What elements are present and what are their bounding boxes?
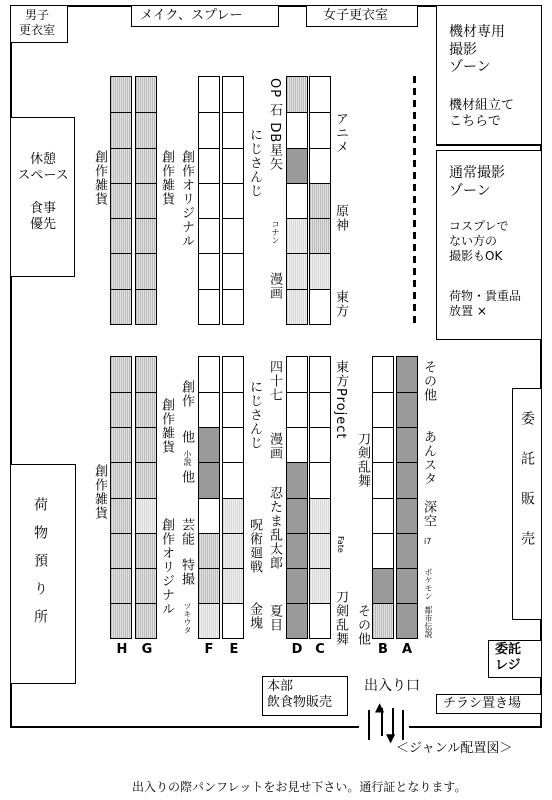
bottom-col-e-booth: [223, 498, 243, 533]
luggage-warning: 荷物・貴重品 放置 ×: [449, 289, 522, 318]
consign-sales: [512, 388, 542, 620]
top-f-genre: 創作オリジナル: [179, 150, 194, 248]
top-h-genre: 創作雑貨: [92, 150, 107, 206]
bottom-col-d-booth: [287, 568, 307, 603]
bottom-col-d-booth: [287, 533, 307, 568]
bottom-col-g-booth: [136, 533, 156, 568]
top-c-genre-c: 東方: [333, 290, 348, 318]
bottom-d-genre-a: 四十七: [267, 360, 282, 402]
consign-sales-label: 委託販売: [519, 411, 535, 571]
bottom-a-genre-a: その他: [421, 360, 436, 402]
bottom-col-f-booth: [199, 357, 219, 392]
top-col-c: [309, 76, 331, 325]
bottom-d-genre-c: 忍たま乱太郎: [267, 486, 282, 570]
top-c-genre-b: 原神: [333, 204, 348, 232]
top-d-bottom-genre: 漫画: [267, 272, 282, 300]
headquarters: [262, 676, 348, 716]
top-col-f: [198, 76, 220, 325]
top-col-d-booth: [287, 112, 307, 147]
mens-changing-room: [10, 5, 68, 43]
top-col-f-booth: [199, 218, 219, 253]
womens-changing-room: [306, 5, 418, 27]
bottom-g-genre-a: 創作雑貨: [159, 398, 174, 454]
luggage-storage-label: 荷物預り所: [32, 497, 48, 637]
bottom-col-a-booth: [397, 357, 417, 392]
bottom-col-h: [110, 356, 132, 639]
bottom-col-g-booth: [136, 427, 156, 462]
bottom-col-e-booth: [223, 568, 243, 603]
flyer-area-label: チラシ置き場: [443, 696, 522, 711]
bottom-col-a-booth: [397, 427, 417, 462]
top-col-g-booth: [136, 77, 156, 112]
bottom-col-c-booth: [310, 603, 330, 638]
top-d-genre: OP 石 DB星矢: [267, 78, 282, 172]
bottom-a-small-2: ポケモン: [424, 568, 433, 600]
bottom-e-genre-a: にじさんじ: [247, 380, 262, 450]
bottom-col-b-booth: [373, 462, 393, 497]
bottom-col-b-booth: [373, 498, 393, 533]
normal-zone-label: 通常撮影 ゾーン: [449, 165, 505, 199]
top-col-h-booth: [111, 183, 131, 218]
top-col-d-booth: [287, 77, 307, 112]
bottom-col-a-booth: [397, 392, 417, 427]
bottom-a-genre-c: 深空: [421, 500, 436, 528]
top-col-g-booth: [136, 148, 156, 183]
bottom-a-genre-b: あんスタ: [421, 430, 436, 486]
bottom-col-c-booth: [310, 427, 330, 462]
bottom-col-h-booth: [111, 533, 131, 568]
top-col-f-booth: [199, 148, 219, 183]
makeup-room: [131, 5, 279, 27]
bottom-col-e-booth: [223, 603, 243, 638]
bottom-col-g-booth: [136, 392, 156, 427]
bottom-col-h-booth: [111, 357, 131, 392]
top-col-e-booth: [223, 218, 243, 253]
top-col-c-booth: [310, 218, 330, 253]
bottom-col-a: [396, 356, 418, 639]
rest-space: [10, 117, 75, 277]
bottom-col-c-booth: [310, 462, 330, 497]
bottom-col-f-booth: [199, 568, 219, 603]
normal-zone-note: コスプレで ない方の 撮影もOK: [449, 219, 509, 263]
row-label-a: A: [401, 642, 413, 657]
bottom-col-c-booth: [310, 568, 330, 603]
bottom-col-a-booth: [397, 462, 417, 497]
bottom-f-small-1: 小説: [183, 450, 192, 466]
bottom-f-genre-a: 創作: [179, 380, 194, 408]
bottom-col-f-booth: [199, 533, 219, 568]
bottom-col-d-booth: [287, 603, 307, 638]
top-col-f-booth: [199, 77, 219, 112]
luggage-storage: [10, 464, 76, 684]
top-d-small-genre: コナン: [271, 220, 280, 244]
bottom-col-a-booth: [397, 568, 417, 603]
bottom-f-small-2: ツキウタ: [183, 602, 192, 634]
bottom-col-b-booth: [373, 533, 393, 568]
row-label-e: E: [229, 642, 239, 657]
row-label-d: D: [291, 642, 303, 657]
map-caption: ＜ジャンル配置図＞: [396, 741, 513, 756]
bottom-col-f-booth: [199, 603, 219, 638]
top-col-e-booth: [223, 183, 243, 218]
bottom-col-c-booth: [310, 498, 330, 533]
bottom-col-f-booth: [199, 392, 219, 427]
top-col-g-booth: [136, 289, 156, 324]
bottom-col-b-booth: [373, 357, 393, 392]
bottom-col-g-booth: [136, 603, 156, 638]
flyer-area: [436, 694, 542, 714]
womens-changing-label: 女子更衣室: [323, 8, 389, 23]
bottom-col-c: [309, 356, 331, 639]
bottom-col-b-booth: [373, 392, 393, 427]
makeup-label: メイク、スプレー: [140, 8, 243, 23]
consign-register: [488, 640, 542, 678]
top-col-c-booth: [310, 112, 330, 147]
bottom-g-genre-b: 創作オリジナル: [159, 518, 174, 616]
top-col-h-booth: [111, 218, 131, 253]
top-col-e-booth: [223, 112, 243, 147]
rest-space-label: 休憩 スペース 食事 優先: [17, 152, 69, 232]
bottom-col-h-booth: [111, 498, 131, 533]
bottom-c-genre-b: 刀剣乱舞: [333, 590, 348, 646]
bottom-col-b-booth: [373, 603, 393, 638]
normal-zone: [436, 150, 542, 340]
bottom-col-h-booth: [111, 603, 131, 638]
top-col-f-booth: [199, 183, 219, 218]
entrance-down-arrow-head: ▼: [386, 731, 396, 745]
row-label-b: B: [378, 642, 388, 657]
consign-register-label: 委託 レジ: [495, 642, 522, 674]
bottom-col-b: [372, 356, 394, 639]
top-col-c-booth: [310, 148, 330, 183]
bottom-col-e-booth: [223, 427, 243, 462]
bottom-a-small-3: 都市伝説: [424, 606, 433, 638]
top-col-h-booth: [111, 289, 131, 324]
row-label-g: G: [141, 642, 153, 657]
top-col-f-booth: [199, 253, 219, 288]
bottom-col-h-booth: [111, 568, 131, 603]
bottom-col-f-booth: [199, 462, 219, 497]
bottom-d-genre-d: 夏目: [267, 604, 282, 632]
bottom-f-genre-c: 他: [179, 470, 194, 484]
bottom-col-d-booth: [287, 427, 307, 462]
top-col-d-booth: [287, 218, 307, 253]
bottom-col-e-booth: [223, 392, 243, 427]
bottom-col-a-booth: [397, 603, 417, 638]
bottom-b-genre-a: 刀剣乱舞: [355, 432, 370, 488]
top-col-g: [135, 76, 157, 325]
top-col-e-booth: [223, 289, 243, 324]
mens-changing-label: 男子 更衣室: [19, 8, 56, 37]
top-col-h-booth: [111, 253, 131, 288]
top-col-d: [286, 76, 308, 325]
bottom-d-genre-b: 漫画: [267, 432, 282, 460]
zone-divider: [413, 76, 416, 326]
bottom-col-g-booth: [136, 498, 156, 533]
bottom-col-a-booth: [397, 498, 417, 533]
top-col-d-booth: [287, 289, 307, 324]
bottom-col-c-booth: [310, 392, 330, 427]
top-col-h-booth: [111, 112, 131, 147]
top-col-c-booth: [310, 77, 330, 112]
footer-note: 出入りの際パンフレットをお見せ下さい。通行証となります。: [132, 780, 467, 794]
bottom-f-genre-b: 他: [179, 430, 194, 444]
top-col-e-booth: [223, 253, 243, 288]
bottom-c-small: Fate: [336, 536, 345, 553]
bottom-a-small-1: i7: [424, 537, 432, 546]
bottom-col-c-booth: [310, 533, 330, 568]
top-col-g-booth: [136, 183, 156, 218]
top-col-e: [222, 76, 244, 325]
row-label-h: H: [116, 642, 128, 657]
bottom-col-f-booth: [199, 427, 219, 462]
top-col-c-booth: [310, 289, 330, 324]
bottom-col-g-booth: [136, 357, 156, 392]
top-col-f-booth: [199, 289, 219, 324]
bottom-col-d-booth: [287, 498, 307, 533]
bottom-col-h-booth: [111, 427, 131, 462]
bottom-b-genre-b: その他: [355, 604, 370, 646]
bottom-col-d-booth: [287, 392, 307, 427]
entrance-post-right: [402, 710, 404, 740]
bottom-e-genre-c: 金塊: [247, 602, 262, 630]
bottom-col-a-booth: [397, 533, 417, 568]
top-col-d-booth: [287, 253, 307, 288]
bottom-f-genre-d: 芸能: [179, 518, 194, 546]
entrance-label: 出入り口: [364, 678, 420, 694]
headquarters-label: 本部 飲食物販売: [267, 679, 333, 711]
top-c-genre-a: アニメ: [333, 112, 348, 154]
top-col-c-booth: [310, 253, 330, 288]
top-col-f-booth: [199, 112, 219, 147]
bottom-h-genre: 創作雑貨: [92, 464, 107, 520]
bottom-col-e: [222, 356, 244, 639]
bottom-c-genre-a: 東方Project: [333, 360, 348, 440]
top-g-genre: 創作雑貨: [159, 150, 174, 206]
bottom-col-f-booth: [199, 498, 219, 533]
bottom-col-b-booth: [373, 568, 393, 603]
equipment-zone-note: 機材組立て こちらで: [449, 98, 515, 130]
bottom-col-d-booth: [287, 462, 307, 497]
equipment-zone-label: 機材専用 撮影 ゾーン: [449, 24, 505, 75]
top-col-d-booth: [287, 183, 307, 218]
equipment-zone: [436, 5, 542, 146]
bottom-col-e-booth: [223, 462, 243, 497]
bottom-col-b-booth: [373, 427, 393, 462]
bottom-col-d-booth: [287, 357, 307, 392]
entrance-up-arrow-head: ▲: [375, 700, 385, 714]
top-col-e-booth: [223, 148, 243, 183]
bottom-col-d: [286, 356, 308, 639]
top-col-c-booth: [310, 183, 330, 218]
bottom-col-h-booth: [111, 462, 131, 497]
bottom-col-e-booth: [223, 533, 243, 568]
top-col-h: [110, 76, 132, 325]
bottom-e-genre-b: 呪術廻戦: [247, 518, 262, 574]
top-col-h-booth: [111, 148, 131, 183]
bottom-col-g-booth: [136, 462, 156, 497]
top-col-d-booth: [287, 148, 307, 183]
top-col-h-booth: [111, 77, 131, 112]
bottom-col-f: [198, 356, 220, 639]
bottom-col-g-booth: [136, 568, 156, 603]
bottom-col-g: [135, 356, 157, 639]
top-e-genre: にじさんじ: [247, 128, 262, 198]
top-col-g-booth: [136, 112, 156, 147]
bottom-f-genre-e: 特撮: [179, 558, 194, 586]
top-col-g-booth: [136, 218, 156, 253]
row-label-c: C: [315, 642, 325, 657]
row-label-f: F: [204, 642, 214, 657]
top-col-g-booth: [136, 253, 156, 288]
bottom-col-e-booth: [223, 357, 243, 392]
top-col-e-booth: [223, 77, 243, 112]
bottom-col-c-booth: [310, 357, 330, 392]
entrance-post-left: [368, 710, 370, 740]
bottom-col-h-booth: [111, 392, 131, 427]
